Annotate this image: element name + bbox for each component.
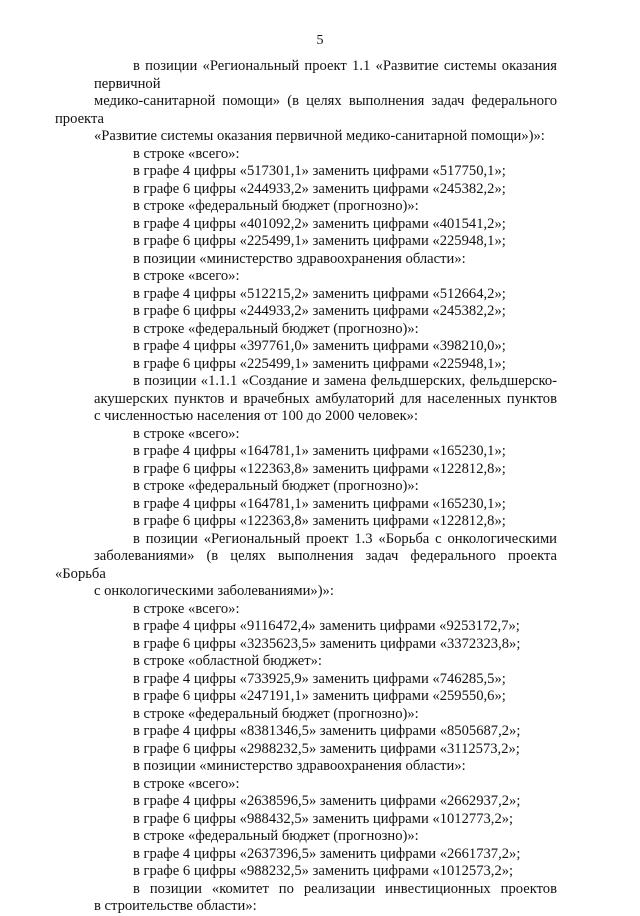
paragraph [94,356,596,374]
text-line: в позиции «1.1.1 «Создание и замена фельдшерских, фельдшерско- [133,373,557,389]
paragraph [94,828,596,846]
paragraph [94,478,596,496]
text-line: в графе 6 цифры «988432,5» заменить цифрами «1012773,2»; [133,810,514,827]
text-line: в позиции «министерство здравоохранения области»: [133,758,466,774]
paragraph [94,163,596,181]
paragraph [94,706,596,724]
text-line: в графе 6 цифры «225499,1» заменить цифрами «225948,1»; [133,233,506,249]
page-number: 5 [316,33,324,48]
text-line: в графе 6 цифры «244933,2» заменить цифрами «245382,2»; [133,303,506,319]
paragraph [94,846,596,864]
text-line: в графе 6 цифры «247191,1» заменить цифрами «259550,6»; [133,688,506,704]
text-line: в графе 6 цифры «225499,1» заменить цифрами «225948,1»; [133,355,506,372]
paragraph [94,741,596,759]
text-line: в строке «федеральный бюджет (прогнозно)»: [133,478,419,494]
paragraph [94,496,596,514]
paragraph [94,601,596,619]
paragraph [94,233,596,251]
text-line: в строке «федеральный бюджет (прогнозно)»: [133,828,419,844]
text-line: акушерских пунктов и врачебных амбулаторий для населенных пунктов [94,390,557,407]
paragraph [94,671,596,689]
text-line: в строке «федеральный бюджет (прогнозно)»: [133,198,419,214]
text-line: в графе 6 цифры «2988232,5» заменить цифрами «3112573,2»; [133,740,520,757]
text-line: в графе 4 цифры «733925,9» заменить цифрами «746285,5»; [133,670,506,687]
paragraph [94,198,596,216]
text-line: в графе 4 цифры «517301,1» заменить цифрами «517750,1»; [133,163,506,179]
text-line: в позиции «Региональный проект 1.1 «Развитие системы оказания первичной [94,58,557,92]
paragraph [94,321,596,339]
text-line: в графе 4 цифры «512215,2» заменить цифрами «512664,2»; [133,285,506,302]
paragraph [94,146,596,164]
text-line: заболеваниями» (в целях выполнения задач федерального проекта «Борьба [55,548,557,582]
text-line: в строке «федеральный бюджет (прогнозно)»: [133,705,419,722]
paragraph [94,758,596,776]
paragraph [94,216,596,234]
text-line: в графе 4 цифры «8381346,5» заменить цифрами «8505687,2»; [133,723,521,739]
paragraph [94,513,596,531]
paragraph [94,443,596,461]
paragraph [94,303,596,321]
paragraph [94,793,596,811]
text-line: в графе 4 цифры «9116472,4» заменить цифрами «9253172,7»; [133,618,520,634]
paragraph [94,461,596,479]
paragraph [94,426,596,444]
text-line: в графе 4 цифры «401092,2» заменить цифрами «401541,2»; [133,215,506,232]
text-line: в строке «всего»: [133,775,240,792]
paragraph [94,338,596,356]
text-line: в строке «областной бюджет»: [133,653,322,669]
text-line: с численностью населения от 100 до 2000 человек»: [94,408,419,424]
text-line: в позиции «министерство здравоохранения области»: [133,250,466,267]
text-line: «Развитие системы оказания первичной медико-санитарной помощи»)»: [94,128,545,144]
paragraph [94,181,596,199]
text-line: в позиции «комитет по реализации инвестиционных проектов [133,880,557,897]
paragraph [94,268,596,286]
text-line: в графе 4 цифры «2638596,5» заменить цифрами «2662937,2»; [133,793,521,809]
text-line: в графе 6 цифры «122363,8» заменить цифрами «122812,8»; [133,460,506,477]
text-line: в строке «федеральный бюджет (прогнозно)»: [133,320,419,337]
text-line: в графе 4 цифры «2637396,5» заменить цифрами «2661737,2»; [133,845,521,862]
paragraph [55,530,596,601]
text-line: в графе 4 цифры «164781,1» заменить цифрами «165230,1»; [133,495,506,512]
paragraph [94,286,596,304]
text-line: с онкологическими заболеваниями»)»: [94,583,334,599]
paragraph [94,618,596,636]
paragraph [94,863,596,881]
text-line: в строке «всего»: [133,268,240,284]
text-line: в графе 4 цифры «397761,0» заменить цифрами «398210,0»; [133,338,506,354]
text-line: в строке «всего»: [133,425,240,442]
paragraph [94,636,596,654]
paragraph [94,776,596,794]
paragraph [94,723,596,741]
paragraph [94,251,596,269]
text-line: в строке «всего»: [133,145,240,162]
text-line: в строительстве области»: [94,898,257,914]
paragraph [94,881,596,916]
paragraph [94,373,596,426]
text-line: в графе 4 цифры «164781,1» заменить цифрами «165230,1»; [133,443,506,459]
paragraph [94,811,596,829]
text-line: в графе 6 цифры «244933,2» заменить цифрами «245382,2»; [133,180,506,197]
text-line: в позиции «Региональный проект 1.3 «Борьба с онкологическими [133,530,557,547]
text-line: в графе 6 цифры «3235623,5» заменить цифрами «3372323,8»; [133,635,521,652]
text-line: медико-санитарной помощи» (в целях выполнения задач федерального проекта [55,93,557,127]
paragraph [94,688,596,706]
document-body [55,58,596,916]
paragraph [55,58,596,146]
paragraph [94,653,596,671]
text-line: в графе 6 цифры «988232,5» заменить цифрами «1012573,2»; [133,863,514,879]
text-line: в строке «всего»: [133,600,240,617]
text-line: в графе 6 цифры «122363,8» заменить цифрами «122812,8»; [133,513,506,529]
